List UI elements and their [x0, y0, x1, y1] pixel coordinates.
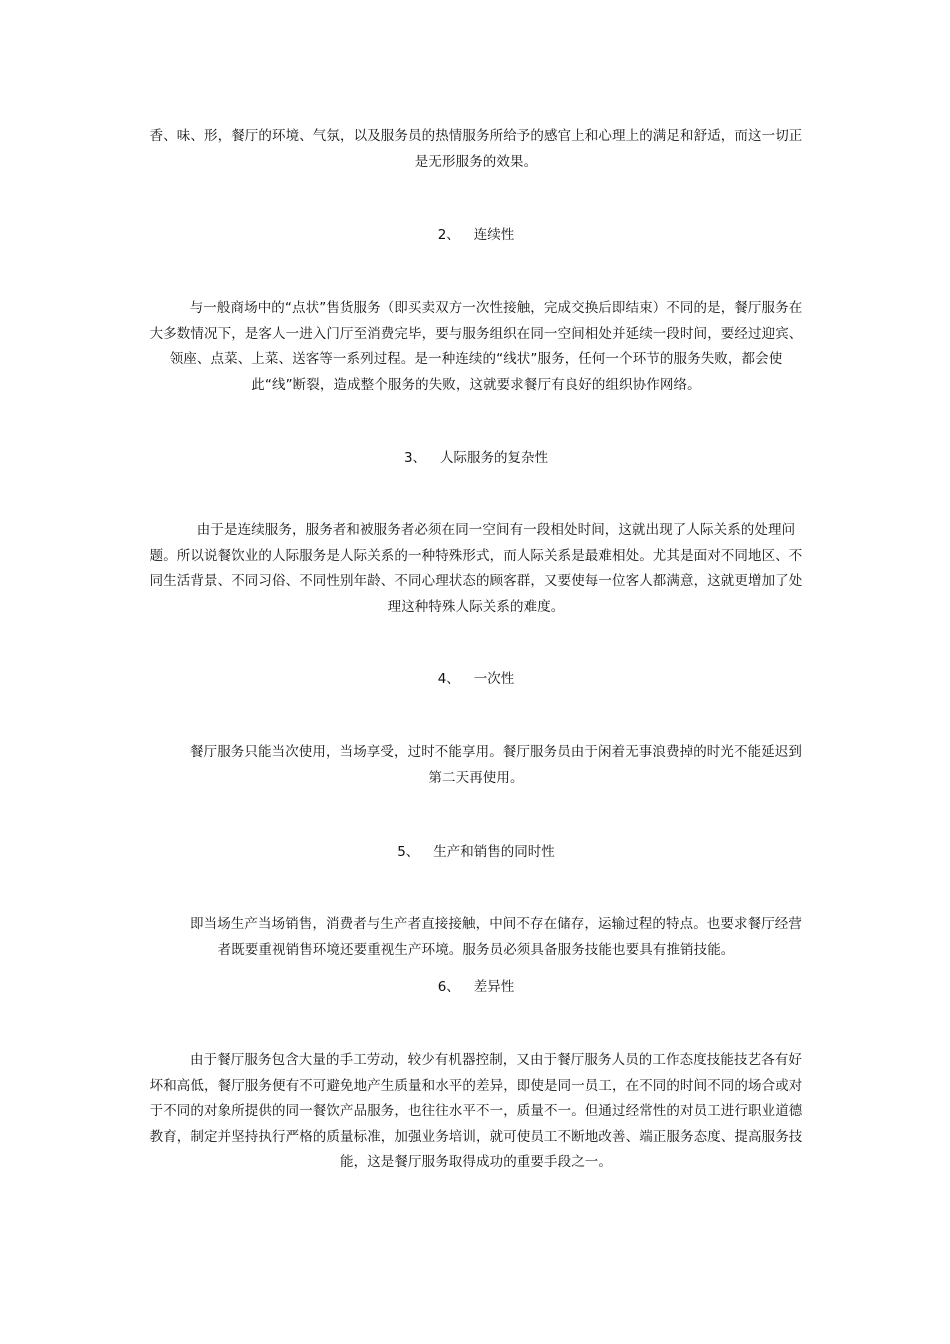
section-heading-2: [145, 223, 807, 248]
section-heading-3: [145, 446, 807, 471]
section-title: 人际服务的复杂性: [440, 450, 549, 466]
section-paragraph-2: 与一般商场中的“点状”售货服务（即买卖双方一次性接触，完成交换后即结束）不同的是，餐厅服务在大多数情况下，是客人一进入门厅至消费完毕，要与服务组织在同一空间相处并延续一段时间，要经过迎宾、领座、点菜、上菜、送客等一系列过程。是一种连续的“线状”服务，任何一个环节的服务失败，都会使此“线”断裂，造成整个服务的失败，这就要求餐厅有良好的组织协作网络。: [149, 300, 803, 393]
section-number: 3、: [403, 450, 427, 466]
section-paragraph-4: 餐厅服务只能当次使用，当场享受，过时不能享用。餐厅服务员由于闲着无事浪费掉的时光不能延迟到第二天再使用。: [190, 744, 802, 786]
section-title: 生产和销售的同时性: [433, 844, 555, 860]
section-number: 6、: [437, 979, 460, 995]
intro-paragraph: 香、味、形，餐厅的环境、气氛，以及服务员的热情服务所给予的感官上和心理上的满足和舒适，而这一切正是无形服务的效果。: [149, 128, 803, 170]
section-number: 4、: [437, 671, 460, 687]
section-paragraph-6: 由于餐厅服务包含大量的手工劳动，较少有机器控制，又由于餐厅服务人员的工作态度技能技艺各有好坏和高低，餐厅服务便有不可避免地产生质量和水平的差异，即使是同一员工，在不同的时间不同的场合或对于不同的对象所提供的同一餐饮产品服务，也往往水平不一，质量不一。但通过经常性的对员工进行职业道德教育，制定并坚持执行严格的质量标准，加强业务培训，就可使员工不断地改善、端正服务态度、提高服务技能，这是餐厅服务取得成功的重要手段之一。: [149, 1052, 803, 1170]
section-heading-4: [145, 667, 807, 692]
section-number: 5、: [397, 844, 420, 860]
section-title: 一次性: [473, 671, 515, 687]
section-title: 连续性: [473, 227, 515, 243]
section-number: 2、: [437, 227, 460, 243]
section-title: 差异性: [473, 979, 515, 995]
section-paragraph-5: 即当场生产当场销售，消费者与生产者直接接触，中间不存在储存，运输过程的特点。也要求餐厅经营者既要重视销售环境还要重视生产环境。服务员必须具备服务技能也要具有推销技能。: [190, 916, 802, 958]
section-paragraph-3: 由于是连续服务，服务者和被服务者必须在同一空间有一段相处时间，这就出现了人际关系的处理问题。所以说餐饮业的人际服务是人际关系的一种特殊形式，而人际关系是最难相处。尤其是面对不同地区、不同生活背景、不同习俗、不同性别年龄、不同心理状态的顾客群，又要使每一位客人都满意，这就更增加了处理这种特殊人际关系的难度。: [149, 522, 803, 615]
section-heading-6: [145, 975, 807, 1000]
section-heading-5: [145, 840, 807, 865]
